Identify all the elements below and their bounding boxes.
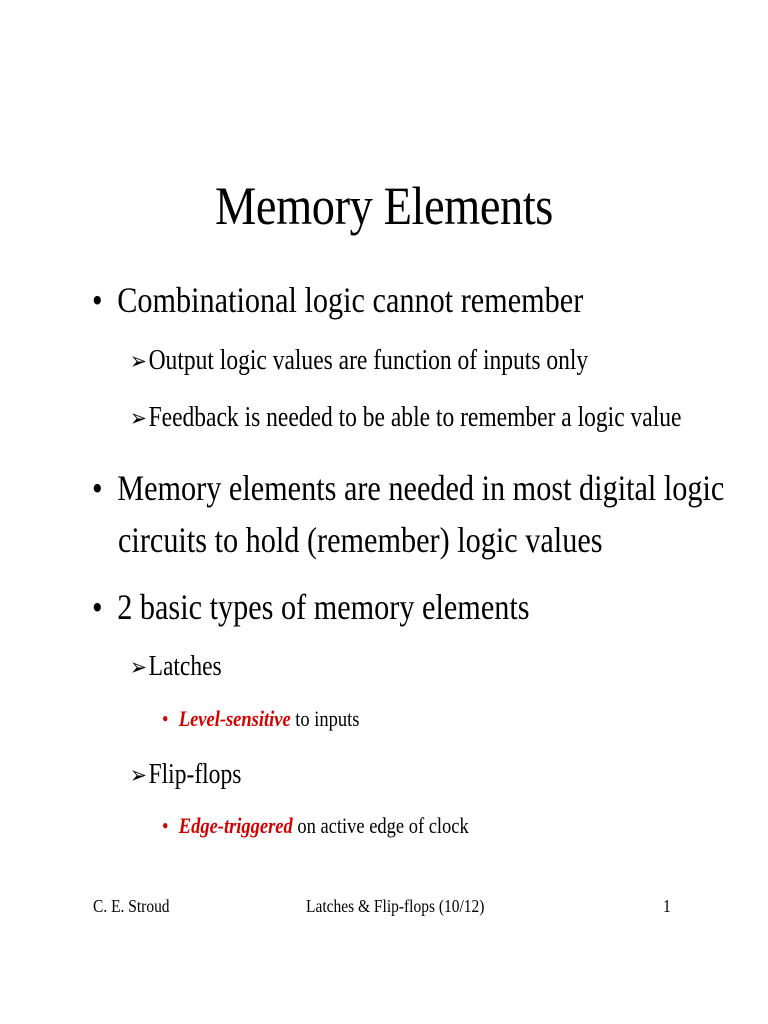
bullet-2-text-line1: Memory elements are needed in most digital logic xyxy=(117,468,725,508)
edge-triggered-text: Edge-triggered xyxy=(178,813,293,838)
bullet-marker: • xyxy=(92,280,103,320)
arrow-bullet-icon: ➢ xyxy=(130,406,147,432)
sub-bullet-1-2-text: Feedback is needed to be able to remember a logic value xyxy=(148,402,682,433)
bullet-2 xyxy=(92,466,724,510)
flip-flops-detail xyxy=(162,811,469,841)
footer-author: C. E. Stroud xyxy=(93,896,170,916)
flip-flops-label: Flip-flops xyxy=(148,759,242,790)
bullet-3 xyxy=(92,585,530,629)
sub-bullet-flip-flops xyxy=(130,757,241,794)
sub-bullet-1-1 xyxy=(130,343,588,380)
bullet-marker: • xyxy=(92,587,103,627)
slide-title: Memory Elements xyxy=(215,176,553,236)
bullet-1-text: Combinational logic cannot remember xyxy=(117,280,584,320)
arrow-bullet-icon: ➢ xyxy=(130,349,147,375)
arrow-bullet-icon: ➢ xyxy=(130,655,147,681)
red-bullet-marker: • xyxy=(162,813,169,838)
footer-topic: Latches & Flip-flops (10/12) xyxy=(306,896,485,916)
sub-bullet-1-1-text: Output logic values are function of inputs only xyxy=(148,345,589,376)
bullet-2-continuation xyxy=(118,518,603,562)
latches-detail-rest: to inputs xyxy=(290,706,360,731)
latches-label: Latches xyxy=(148,651,222,682)
sub-bullet-1-2 xyxy=(130,400,681,437)
bullet-1 xyxy=(92,278,583,322)
footer-page-number: 1 xyxy=(663,896,671,916)
red-bullet-marker: • xyxy=(162,706,169,731)
latches-detail xyxy=(162,704,359,734)
bullet-marker: • xyxy=(92,468,103,508)
arrow-bullet-icon: ➢ xyxy=(130,763,147,789)
level-sensitive-text: Level-sensitive xyxy=(178,706,291,731)
flip-flops-detail-rest: on active edge of clock xyxy=(292,813,469,838)
sub-bullet-latches xyxy=(130,649,222,686)
bullet-3-text: 2 basic types of memory elements xyxy=(117,587,530,627)
bullet-2-text-line2: circuits to hold (remember) logic values xyxy=(118,520,603,560)
